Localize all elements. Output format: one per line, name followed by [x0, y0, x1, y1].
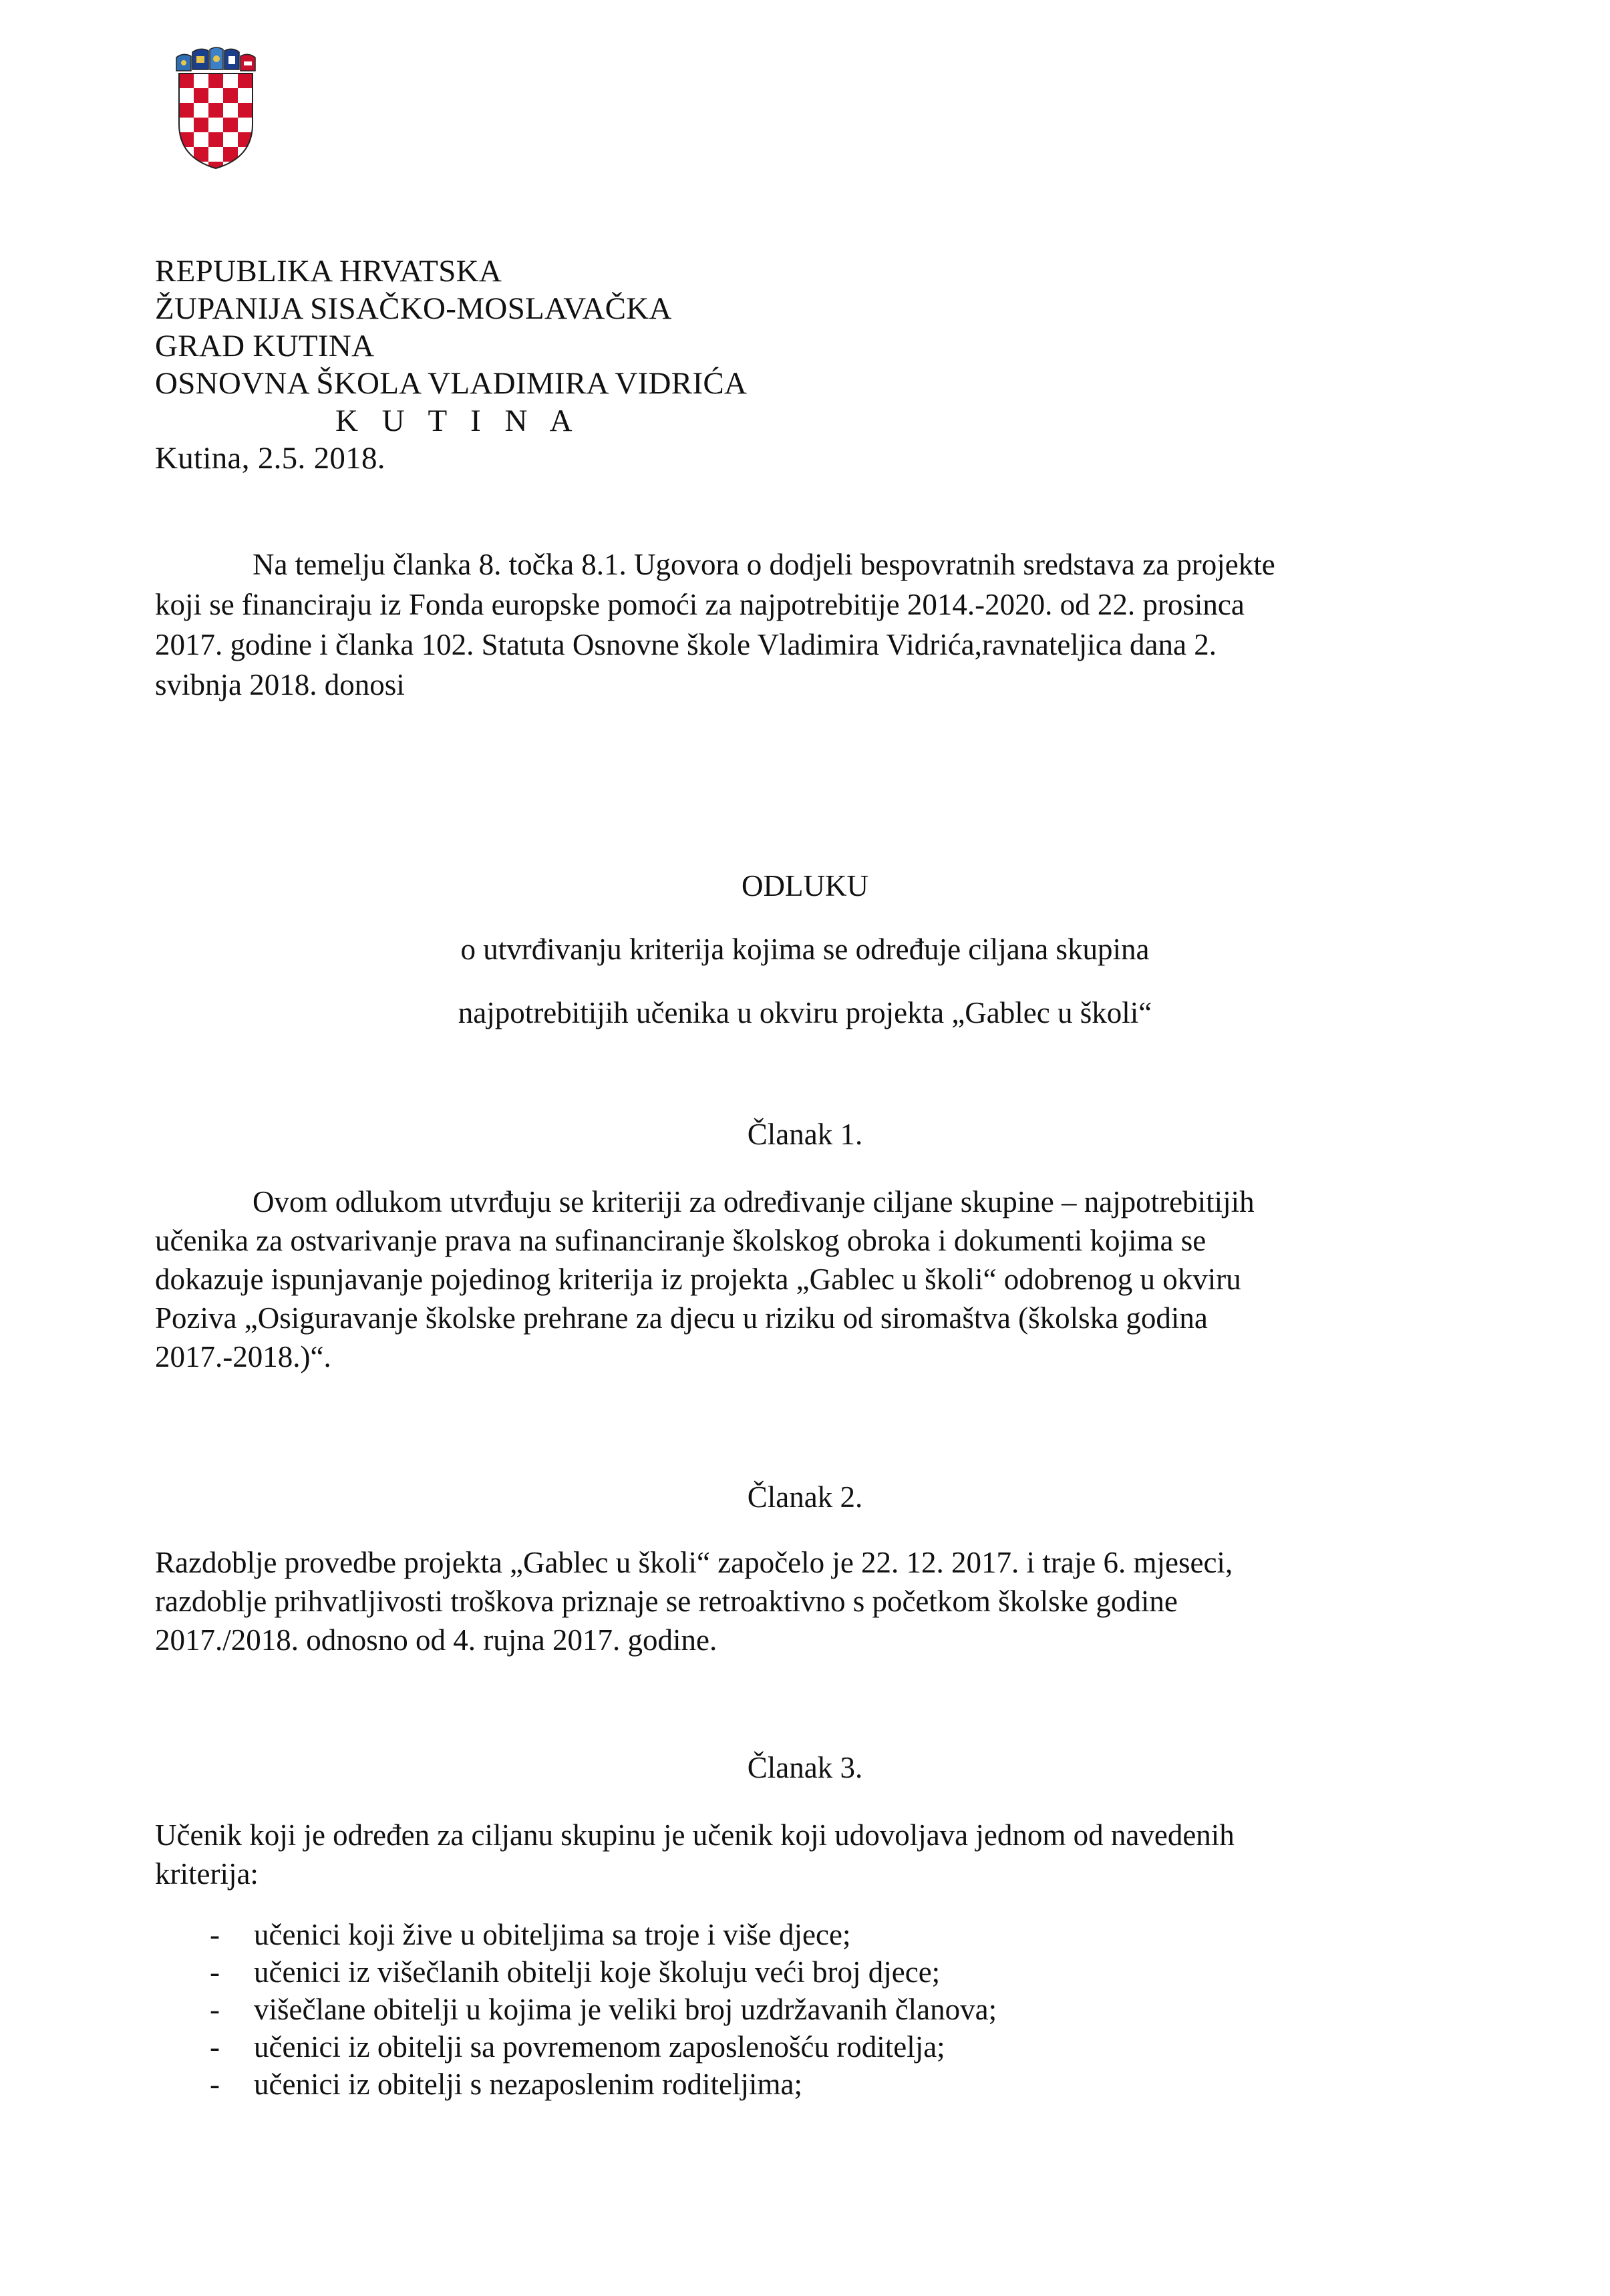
list-item — [155, 1991, 997, 2028]
checkered-shield — [179, 73, 253, 171]
article-1-line: Ovom odlukom utvrđuju se kriteriji za određivanje ciljane skupine – najpotrebitijih — [253, 1185, 1255, 1218]
article-1-line: 2017.-2018.)“. — [155, 1340, 331, 1373]
article-2-heading: Članak 2. — [747, 1480, 863, 1514]
decision-subtitle-2: najpotrebitijih učenika u okviru projekta „Gablec u školi“ — [458, 996, 1152, 1029]
city-name: GRAD KUTINA — [155, 329, 375, 363]
article-3-body — [155, 1816, 1384, 1893]
criterion-text: učenici iz obitelji sa povremenom zaposlenošću roditelja; — [254, 2030, 945, 2064]
city-spaced: K U T I N A — [335, 403, 581, 438]
article-1-body — [155, 1182, 1384, 1376]
criterion-text: učenici iz višečlanih obitelji koje školuju veći broj djece; — [254, 1955, 941, 1989]
bullet-dash: - — [210, 1918, 220, 1951]
criterion-text: učenici iz obitelji s nezaposlenim roditeljima; — [254, 2068, 803, 2101]
article-2-body — [155, 1543, 1384, 1659]
article-2-line: 2017./2018. odnosno od 4. rujna 2017. godine. — [155, 1623, 717, 1657]
list-item — [155, 2028, 997, 2066]
article-3-line: Učenik koji je određen za ciljanu skupinu je učenik koji udovoljava jednom od navedenih — [155, 1818, 1235, 1852]
bullet-dash: - — [210, 1955, 220, 1989]
county-name: ŽUPANIJA SISAČKO-MOSLAVAČKA — [155, 291, 672, 326]
decision-subtitle-1: o utvrđivanju kriterija kojima se određuje ciljana skupina — [460, 933, 1150, 966]
list-item — [155, 1916, 997, 1953]
list-item — [155, 2066, 997, 2103]
article-2-line: razdoblje prihvatljivosti troškova priznaje se retroaktivno s početkom školske godine — [155, 1585, 1178, 1618]
article-2-line: Razdoblje provedbe projekta „Gablec u školi“ započelo je 22. 12. 2017. i traje 6. mjeseci, — [155, 1546, 1233, 1579]
school-name: OSNOVNA ŠKOLA VLADIMIRA VIDRIĆA — [155, 366, 748, 401]
criterion-text: višečlane obitelji u kojima je veliki broj uzdržavanih članova; — [254, 1993, 997, 2026]
crown-shields — [176, 47, 255, 71]
bullet-dash: - — [210, 2030, 220, 2064]
intro-line: Na temelju članka 8. točka 8.1. Ugovora o dodjeli bespovratnih sredstava za projekte — [253, 548, 1275, 581]
criteria-list — [155, 1916, 997, 2103]
article-1-line: učenika za ostvarivanje prava na sufinanciranje školskog obroka i dokumenti kojima se — [155, 1224, 1206, 1257]
article-1-line: Poziva „Osiguravanje školske prehrane za djecu u riziku od siromaštva (školska godina — [155, 1301, 1208, 1335]
document-date: Kutina, 2.5. 2018. — [155, 441, 385, 476]
country-name: REPUBLIKA HRVATSKA — [155, 254, 502, 289]
intro-line: svibnja 2018. donosi — [155, 668, 405, 701]
list-item — [155, 1953, 997, 1991]
bullet-dash: - — [210, 2068, 220, 2101]
article-3-heading: Članak 3. — [747, 1751, 863, 1784]
criterion-text: učenici koji žive u obiteljima sa troje i više djece; — [254, 1918, 851, 1951]
article-3-line: kriterija: — [155, 1857, 259, 1891]
article-1-line: dokazuje ispunjavanje pojedinog kriterija iz projekta „Gablec u školi“ odobrenog u okviru — [155, 1263, 1241, 1296]
bullet-dash: - — [210, 1993, 220, 2026]
institution-header — [155, 253, 747, 477]
article-1-heading: Članak 1. — [747, 1118, 863, 1151]
intro-paragraph — [155, 544, 1384, 705]
decision-title: ODLUKU — [742, 869, 868, 903]
intro-line: koji se financiraju iz Fonda europske pomoći za najpotrebitije 2014.-2020. od 22. prosinca — [155, 588, 1245, 621]
coat-of-arms-icon — [172, 44, 259, 171]
intro-line: 2017. godine i članka 102. Statuta Osnovne škole Vladimira Vidrića,ravnateljica dana 2. — [155, 628, 1217, 661]
